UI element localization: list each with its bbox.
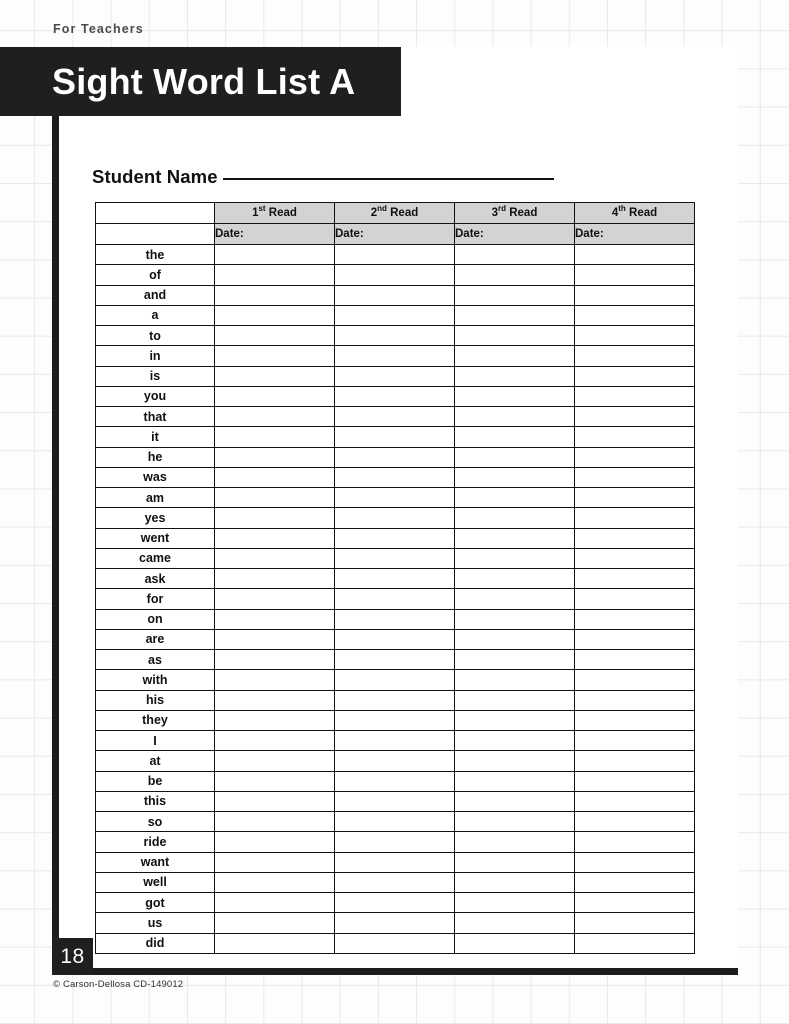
read-check-cell[interactable] [575, 731, 695, 751]
read-check-cell[interactable] [335, 791, 455, 811]
read-check-cell[interactable] [455, 265, 575, 285]
read-check-cell[interactable] [575, 589, 695, 609]
table-row [96, 427, 695, 447]
sight-word-cell: ask [96, 569, 215, 589]
read-check-cell[interactable] [455, 548, 575, 568]
read-check-cell[interactable] [455, 346, 575, 366]
read-check-cell[interactable] [215, 265, 335, 285]
sight-word-cell: the [96, 245, 215, 265]
read-check-cell[interactable] [215, 245, 335, 265]
read-check-cell[interactable] [575, 872, 695, 892]
sight-word-cell: for [96, 589, 215, 609]
sight-word-cell: his [96, 690, 215, 710]
read-check-cell[interactable] [335, 670, 455, 690]
read-column-header-1 [215, 203, 335, 224]
table-row [96, 650, 695, 670]
sight-word-cell: us [96, 913, 215, 933]
read-check-cell[interactable] [335, 346, 455, 366]
read-check-cell[interactable] [455, 326, 575, 346]
read-check-cell[interactable] [455, 305, 575, 325]
read-check-cell[interactable] [335, 629, 455, 649]
sight-word-cell: of [96, 265, 215, 285]
table-row [96, 771, 695, 791]
table-row [96, 305, 695, 325]
read-check-cell[interactable] [455, 812, 575, 832]
read-check-cell[interactable] [575, 751, 695, 771]
read-check-cell[interactable] [575, 670, 695, 690]
read-column-header-2 [335, 203, 455, 224]
read-check-cell[interactable] [215, 447, 335, 467]
for-teachers-label: For Teachers [53, 22, 144, 36]
read-ordinal-2: 2 [370, 207, 378, 219]
table-row [96, 609, 695, 629]
read-check-cell[interactable] [335, 609, 455, 629]
read-check-cell[interactable] [215, 528, 335, 548]
read-check-cell[interactable] [455, 771, 575, 791]
read-ordinal-3: 3 [491, 207, 499, 219]
student-name-label: Student Name [92, 166, 218, 187]
read-suffix-2: nd [377, 204, 387, 214]
read-ordinal-1: 1 [252, 207, 259, 219]
read-check-cell[interactable] [215, 771, 335, 791]
read-check-cell[interactable] [575, 852, 695, 872]
read-check-cell[interactable] [335, 913, 455, 933]
read-check-cell[interactable] [215, 710, 335, 730]
read-check-cell[interactable] [455, 751, 575, 771]
sight-word-cell: on [96, 609, 215, 629]
page-title: Sight Word List A [52, 61, 356, 102]
read-check-cell[interactable] [335, 326, 455, 346]
read-check-cell[interactable] [455, 245, 575, 265]
date-header-row [96, 224, 695, 245]
sight-word-cell: am [96, 488, 215, 508]
read-suffix-3: rd [498, 204, 507, 214]
read-check-cell[interactable] [215, 832, 335, 852]
table-row [96, 589, 695, 609]
read-check-cell[interactable] [335, 508, 455, 528]
read-check-cell[interactable] [335, 427, 455, 447]
table-row [96, 913, 695, 933]
sight-word-cell: it [96, 427, 215, 447]
read-check-cell[interactable] [575, 710, 695, 730]
date-cell-3[interactable]: Date: [455, 224, 575, 245]
read-check-cell[interactable] [575, 528, 695, 548]
read-check-cell[interactable] [455, 386, 575, 406]
sight-word-cell: with [96, 670, 215, 690]
table-row [96, 872, 695, 892]
read-label-4: Read [625, 207, 658, 219]
read-check-cell[interactable] [215, 488, 335, 508]
read-check-cell[interactable] [335, 467, 455, 487]
read-check-cell[interactable] [575, 346, 695, 366]
read-check-cell[interactable] [335, 872, 455, 892]
read-column-header-4 [575, 203, 695, 224]
read-check-cell[interactable] [335, 488, 455, 508]
date-row-spacer [96, 224, 215, 245]
read-check-cell[interactable] [335, 893, 455, 913]
sight-word-cell: did [96, 933, 215, 953]
read-check-cell[interactable] [335, 407, 455, 427]
sight-word-cell: I [96, 731, 215, 751]
sight-word-cell: they [96, 710, 215, 730]
table-row [96, 731, 695, 751]
read-check-cell[interactable] [215, 326, 335, 346]
table-row [96, 245, 695, 265]
read-check-cell[interactable] [215, 609, 335, 629]
read-check-cell[interactable] [575, 569, 695, 589]
read-check-cell[interactable] [215, 852, 335, 872]
read-check-cell[interactable] [575, 305, 695, 325]
read-check-cell[interactable] [455, 852, 575, 872]
read-check-cell[interactable] [455, 569, 575, 589]
table-row [96, 407, 695, 427]
table-row [96, 710, 695, 730]
read-check-cell[interactable] [215, 467, 335, 487]
table-row [96, 933, 695, 953]
sight-word-cell: in [96, 346, 215, 366]
table-row [96, 629, 695, 649]
read-check-cell[interactable] [575, 326, 695, 346]
read-check-cell[interactable] [575, 427, 695, 447]
read-suffix-1: st [258, 204, 266, 214]
sight-word-cell: want [96, 852, 215, 872]
read-check-cell[interactable] [455, 589, 575, 609]
read-check-cell[interactable] [455, 629, 575, 649]
table-row [96, 488, 695, 508]
read-check-cell[interactable] [335, 589, 455, 609]
read-check-cell[interactable] [575, 893, 695, 913]
read-check-cell[interactable] [335, 650, 455, 670]
read-check-cell[interactable] [215, 285, 335, 305]
table-row [96, 346, 695, 366]
read-ordinal-4: 4 [611, 207, 619, 219]
sight-word-cell: a [96, 305, 215, 325]
sight-word-cell: this [96, 791, 215, 811]
read-check-cell[interactable] [215, 670, 335, 690]
read-check-cell[interactable] [215, 569, 335, 589]
table-row [96, 670, 695, 690]
sight-word-cell: to [96, 326, 215, 346]
read-check-cell[interactable] [335, 447, 455, 467]
read-check-cell[interactable] [215, 589, 335, 609]
date-cell-2[interactable]: Date: [335, 224, 455, 245]
read-check-cell[interactable] [575, 933, 695, 953]
read-check-cell[interactable] [335, 751, 455, 771]
read-check-cell[interactable] [335, 933, 455, 953]
read-check-cell[interactable] [335, 569, 455, 589]
read-check-cell[interactable] [575, 366, 695, 386]
sight-word-tracking-table [95, 202, 695, 954]
read-check-cell[interactable] [335, 386, 455, 406]
read-check-cell[interactable] [455, 609, 575, 629]
sight-word-cell: ride [96, 832, 215, 852]
read-check-cell[interactable] [215, 751, 335, 771]
copyright-notice: © Carson-Dellosa CD-149012 [53, 979, 184, 990]
sight-word-cell: are [96, 629, 215, 649]
table-row [96, 791, 695, 811]
read-check-cell[interactable] [215, 629, 335, 649]
read-check-cell[interactable] [455, 670, 575, 690]
sight-word-cell: well [96, 872, 215, 892]
read-check-cell[interactable] [215, 812, 335, 832]
read-column-header-3 [455, 203, 575, 224]
read-check-cell[interactable] [575, 467, 695, 487]
read-check-cell[interactable] [215, 427, 335, 447]
read-check-cell[interactable] [455, 731, 575, 751]
read-check-cell[interactable] [215, 650, 335, 670]
read-check-cell[interactable] [575, 265, 695, 285]
read-check-cell[interactable] [215, 872, 335, 892]
read-check-cell[interactable] [215, 508, 335, 528]
date-cell-4[interactable]: Date: [575, 224, 695, 245]
read-check-cell[interactable] [575, 548, 695, 568]
table-row [96, 893, 695, 913]
read-check-cell[interactable] [455, 366, 575, 386]
read-label-2: Read [386, 207, 419, 219]
read-check-cell[interactable] [455, 690, 575, 710]
sight-word-cell: yes [96, 508, 215, 528]
sight-word-cell: as [96, 650, 215, 670]
table-row [96, 366, 695, 386]
read-check-cell[interactable] [335, 528, 455, 548]
sight-word-cell: went [96, 528, 215, 548]
read-check-cell[interactable] [215, 407, 335, 427]
read-check-cell[interactable] [455, 872, 575, 892]
read-check-cell[interactable] [215, 690, 335, 710]
read-check-cell[interactable] [335, 812, 455, 832]
read-check-cell[interactable] [455, 913, 575, 933]
read-check-cell[interactable] [335, 771, 455, 791]
table-row [96, 326, 695, 346]
word-column-header [96, 203, 215, 224]
table-row [96, 812, 695, 832]
read-label-1: Read [265, 207, 297, 219]
read-check-cell[interactable] [335, 710, 455, 730]
table-row [96, 265, 695, 285]
read-check-cell[interactable] [455, 791, 575, 811]
read-check-cell[interactable] [455, 933, 575, 953]
read-check-cell[interactable] [335, 832, 455, 852]
read-check-cell[interactable] [575, 690, 695, 710]
sight-word-cell: and [96, 285, 215, 305]
table-row [96, 569, 695, 589]
sight-word-cell: came [96, 548, 215, 568]
read-check-cell[interactable] [335, 285, 455, 305]
read-check-cell[interactable] [575, 791, 695, 811]
read-check-cell[interactable] [575, 285, 695, 305]
read-check-cell[interactable] [575, 913, 695, 933]
read-check-cell[interactable] [455, 893, 575, 913]
table-row [96, 528, 695, 548]
read-check-cell[interactable] [575, 488, 695, 508]
table-body [96, 245, 695, 954]
read-check-cell[interactable] [575, 407, 695, 427]
read-check-cell[interactable] [575, 447, 695, 467]
read-check-cell[interactable] [215, 913, 335, 933]
read-check-cell[interactable] [455, 427, 575, 447]
read-check-cell[interactable] [575, 650, 695, 670]
read-check-cell[interactable] [455, 447, 575, 467]
sight-word-cell: be [96, 771, 215, 791]
page-number-badge: 18 [52, 938, 93, 975]
table-row [96, 548, 695, 568]
read-check-cell[interactable] [575, 386, 695, 406]
read-check-cell[interactable] [335, 690, 455, 710]
read-check-cell[interactable] [215, 933, 335, 953]
sight-word-cell: was [96, 467, 215, 487]
read-check-cell[interactable] [575, 629, 695, 649]
sight-word-cell: you [96, 386, 215, 406]
table-row [96, 751, 695, 771]
read-check-cell[interactable] [215, 366, 335, 386]
read-check-cell[interactable] [335, 548, 455, 568]
table-header [96, 203, 695, 245]
read-check-cell[interactable] [335, 265, 455, 285]
read-label-3: Read [506, 207, 538, 219]
sight-word-cell: got [96, 893, 215, 913]
read-check-cell[interactable] [215, 548, 335, 568]
student-name-writing-line[interactable] [223, 178, 554, 180]
table-row [96, 852, 695, 872]
read-check-cell[interactable] [215, 893, 335, 913]
table-row [96, 285, 695, 305]
read-check-cell[interactable] [575, 812, 695, 832]
table-row [96, 690, 695, 710]
table-row [96, 832, 695, 852]
read-check-cell[interactable] [575, 245, 695, 265]
read-check-cell[interactable] [455, 407, 575, 427]
read-check-cell[interactable] [335, 366, 455, 386]
read-check-cell[interactable] [455, 488, 575, 508]
read-check-cell[interactable] [455, 285, 575, 305]
read-check-cell[interactable] [335, 852, 455, 872]
read-check-cell[interactable] [335, 245, 455, 265]
read-header-row [96, 203, 695, 224]
date-cell-1[interactable]: Date: [215, 224, 335, 245]
read-check-cell[interactable] [215, 731, 335, 751]
read-check-cell[interactable] [335, 305, 455, 325]
read-check-cell[interactable] [455, 508, 575, 528]
read-suffix-4: th [618, 204, 626, 214]
read-check-cell[interactable] [335, 731, 455, 751]
read-check-cell[interactable] [575, 609, 695, 629]
read-check-cell[interactable] [455, 710, 575, 730]
read-check-cell[interactable] [215, 346, 335, 366]
read-check-cell[interactable] [215, 386, 335, 406]
sight-word-cell: that [96, 407, 215, 427]
read-check-cell[interactable] [455, 832, 575, 852]
read-check-cell[interactable] [575, 832, 695, 852]
read-check-cell[interactable] [575, 508, 695, 528]
read-check-cell[interactable] [455, 528, 575, 548]
read-check-cell[interactable] [455, 650, 575, 670]
sight-word-cell: so [96, 812, 215, 832]
read-check-cell[interactable] [455, 467, 575, 487]
read-check-cell[interactable] [215, 305, 335, 325]
read-check-cell[interactable] [575, 771, 695, 791]
student-name-field[interactable] [92, 166, 554, 188]
table-row [96, 447, 695, 467]
sight-word-cell: is [96, 366, 215, 386]
sight-word-cell: at [96, 751, 215, 771]
table-row [96, 467, 695, 487]
read-check-cell[interactable] [215, 791, 335, 811]
table-row [96, 386, 695, 406]
sight-word-cell: he [96, 447, 215, 467]
table-row [96, 508, 695, 528]
